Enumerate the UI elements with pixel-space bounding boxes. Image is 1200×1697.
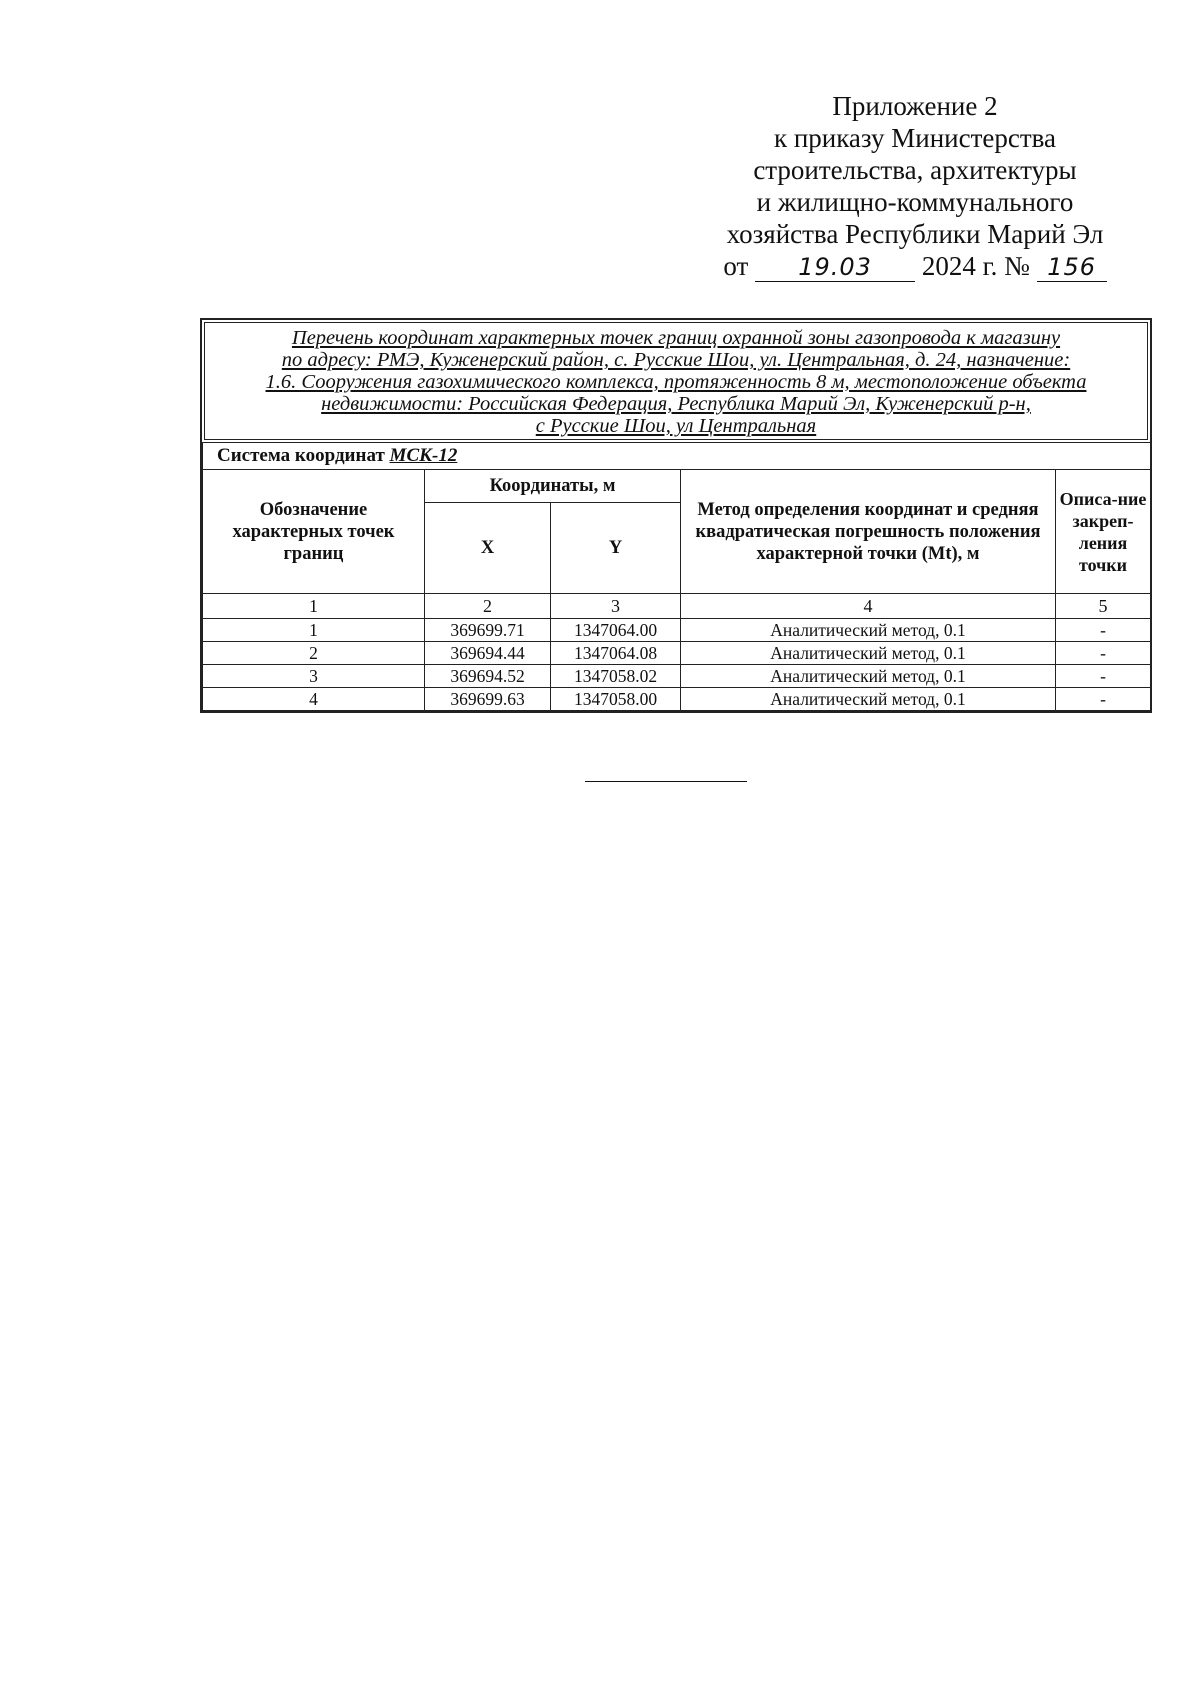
- method: Аналитический метод, 0.1: [681, 642, 1056, 665]
- column-number: 3: [551, 594, 681, 619]
- column-number: 1: [203, 594, 425, 619]
- column-numbers-row: [203, 594, 1151, 619]
- header-line-3: строительства, архитектуры: [753, 155, 1077, 185]
- description: -: [1056, 665, 1151, 688]
- coordinates-table-container: [200, 318, 1152, 713]
- header-line-2: к приказу Министерства: [773, 123, 1057, 153]
- point-id: 2: [203, 642, 425, 665]
- method: Аналитический метод, 0.1: [681, 688, 1056, 711]
- coordinate-system-label: Система координат: [217, 445, 385, 466]
- header-line-1: Приложение 2: [832, 91, 998, 121]
- header-row-main: [203, 470, 1151, 503]
- table-row: [203, 642, 1151, 665]
- appendix-header: [700, 90, 1130, 282]
- coord-x: 369694.52: [425, 665, 551, 688]
- table-row: [203, 665, 1151, 688]
- coordinates-table: [202, 442, 1151, 711]
- title-line-5: с Русские Шои, ул Центральная: [535, 415, 817, 437]
- header-point: Обозначение характерных точек границ: [203, 470, 425, 594]
- year-number-label: 2024 г. №: [921, 251, 1030, 281]
- coord-x: 369699.71: [425, 619, 551, 642]
- column-number: 4: [681, 594, 1056, 619]
- column-number: 5: [1056, 594, 1151, 619]
- order-date-number-line: [700, 250, 1130, 282]
- coord-y: 1347058.00: [551, 688, 681, 711]
- end-divider: [585, 781, 747, 782]
- handwritten-number: 156: [1037, 253, 1107, 282]
- handwritten-date: 19.03: [755, 253, 915, 282]
- coord-y: 1347058.02: [551, 665, 681, 688]
- point-id: 1: [203, 619, 425, 642]
- coord-y: 1347064.08: [551, 642, 681, 665]
- header-x: X: [425, 503, 551, 594]
- title-line-4: недвижимости: Российская Федерация, Республика Марий Эл, Куженерский р-н,: [321, 393, 1031, 415]
- method: Аналитический метод, 0.1: [681, 619, 1056, 642]
- coord-x: 369699.63: [425, 688, 551, 711]
- description: -: [1056, 642, 1151, 665]
- header-description: Описа-ние закреп-ления точки: [1056, 470, 1151, 594]
- table-row: [203, 688, 1151, 711]
- prefix-ot: от: [723, 251, 749, 281]
- header-line-5: хозяйства Республики Марий Эл: [726, 219, 1104, 249]
- description: -: [1056, 619, 1151, 642]
- title-line-2: по адресу: РМЭ, Куженерский район, с. Русские Шои, ул. Центральная, д. 24, назначение:: [281, 349, 1071, 371]
- coordinate-system-value: МСК-12: [389, 445, 458, 466]
- header-method: Метод определения координат и средняя квадратическая погрешность положения характерной точки (Mt), м: [681, 470, 1056, 594]
- description: -: [1056, 688, 1151, 711]
- coord-y: 1347064.00: [551, 619, 681, 642]
- point-id: 4: [203, 688, 425, 711]
- title-line-3: 1.6. Сооружения газохимического комплекса, протяженность 8 м, местоположение объекта: [265, 371, 1087, 393]
- coordinate-system-row: [203, 443, 1151, 470]
- header-line-4: и жилищно-коммунального: [756, 187, 1074, 217]
- header-y: Y: [551, 503, 681, 594]
- column-number: 2: [425, 594, 551, 619]
- method: Аналитический метод, 0.1: [681, 665, 1056, 688]
- header-coordinates: Координаты, м: [425, 470, 681, 503]
- coord-x: 369694.44: [425, 642, 551, 665]
- title-line-1: Перечень координат характерных точек границ охранной зоны газопровода к магазину: [291, 327, 1061, 349]
- point-id: 3: [203, 665, 425, 688]
- table-title: [204, 322, 1148, 440]
- table-row: [203, 619, 1151, 642]
